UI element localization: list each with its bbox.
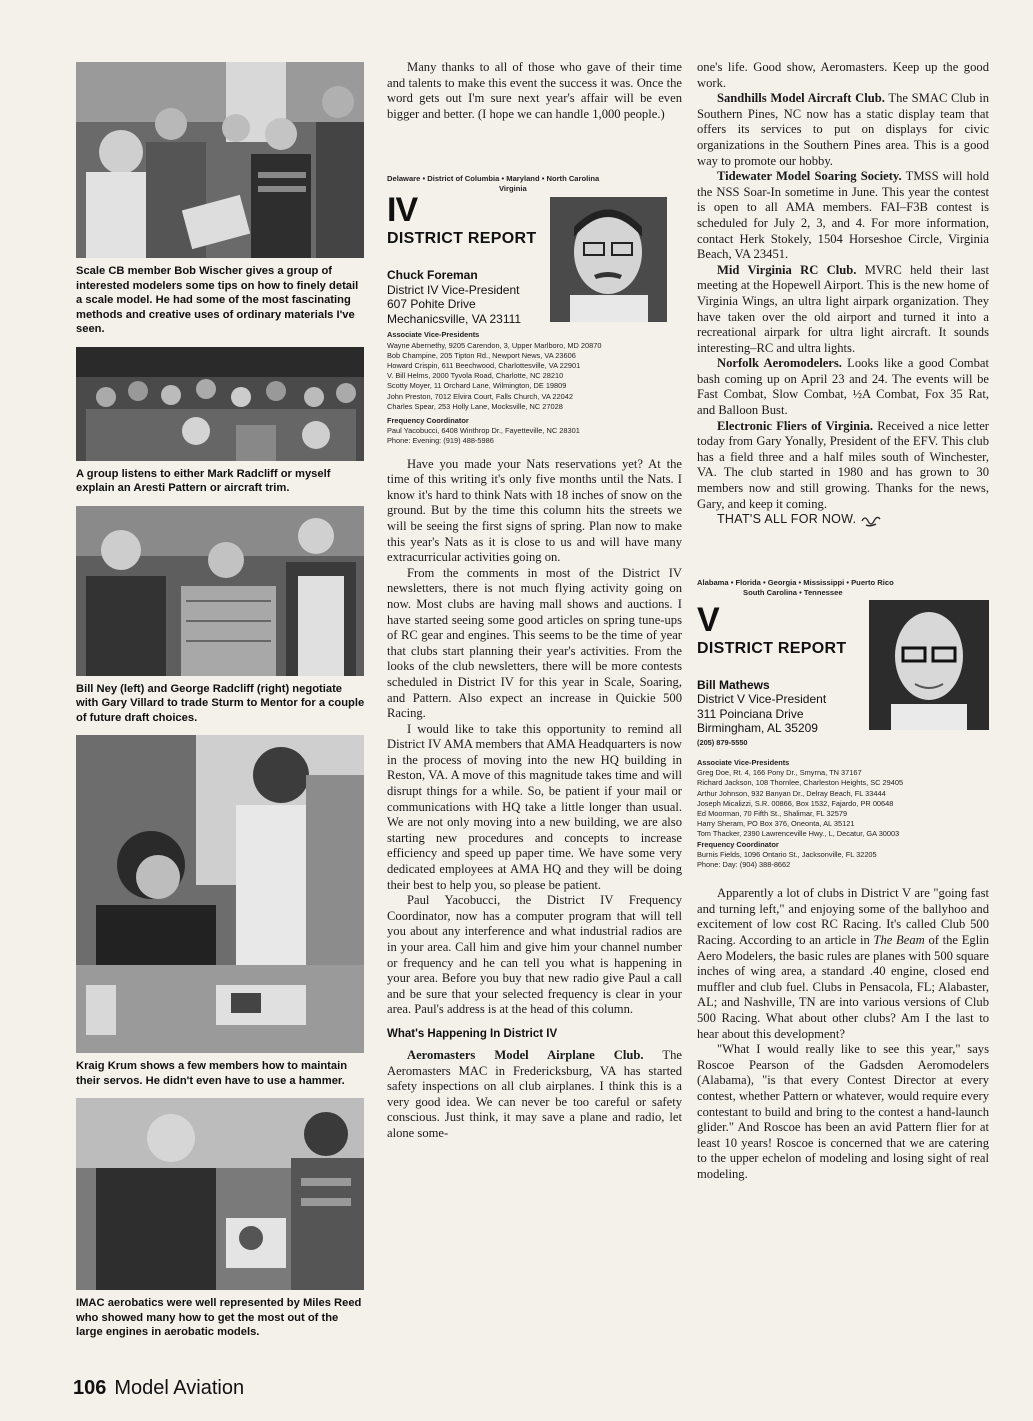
thats-all: THAT'S ALL FOR NOW. (697, 512, 989, 528)
district-v-column (697, 60, 989, 1183)
photo-column (76, 62, 366, 1350)
intro-paragraph: Many thanks to all of those who gave of their time and talents to make this event the success it was. Once the word gets out I'm sure next year's affair will be even bigger and better. (I hope we can handle 1,000 people.) (387, 60, 682, 121)
vp-name: Chuck Foreman (387, 268, 478, 283)
photo-caption: A group listens to either Mark Radcliff or myself explain an Aresti Pattern or aircraft trim. (76, 467, 331, 494)
vp-street: 311 Poinciana Drive (697, 706, 804, 721)
district-iv-body (387, 457, 682, 1018)
photo-group-listens (76, 347, 364, 461)
photo-caption: Kraig Krum shows a few members how to maintain their servos. He didn't even have to use a hammer. (76, 1060, 348, 1087)
district-label: DISTRICT REPORT (697, 639, 847, 657)
associate-entry: Bob Champine, 205 Tipton Rd., Newport News, VA 23606 (387, 350, 576, 360)
paragraph: From the comments in most of the District IV newsletters, there is not much flying activity going on now. Most clubs are having mall shows and auctions. I have started seeing some good articles on spring tune-ups of RC gear and engines. This seems to be the time of year that clubs start planning their year's activities. From the looks of the club newsletters, there will be more contests scheduled in District IV for this year in Scale, Soaring, and Pattern. Also expect an increase in Quickie 500 Racing. (387, 565, 682, 721)
associate-entry: Tom Thacker, 2390 Lawrenceville Hwy., L, Decatur, GA 30003 (697, 829, 900, 839)
vp-city: Mechanicsville, VA 23111 (387, 311, 522, 326)
associate-entry: Arthur Johnson, 932 Banyan Dr., Delray Beach, FL 33444 (697, 788, 886, 798)
section-subhead: What's Happening In District IV (387, 1027, 558, 1040)
photo-image (76, 62, 364, 258)
associate-entry: Scotty Moyer, 11 Orchard Lane, Wilmington, DE 19809 (387, 381, 567, 391)
club-item: Mid Virginia RC Club. MVRC held their last meeting at the Hopewell Airport. This is the new home of Virginia Wings, an ultra light airpark organization. They have taken over the old airport and turned it into a recreational airpark for ultra light aircraft. It sounds interesting–RC and ultra lights. (697, 262, 989, 355)
club-item: Electronic Fliers of Virginia. Received a nice letter today from Gary Yonally, President of the EFV. This club has a field three and a half miles south of Winchester, VA. The club started in 1980 and has grown to 30 members now and still growing. Thanks for the news, Gary, and keep it coming. (697, 418, 989, 511)
district-iv-associates: Associate Vice-Presidents Wayne Abernethy, 9205 Carendon, 3, Upper Marlboro, MD 20870 Bob Champine, 205 Tipton Rd., Newport News, VA 23606 Howard Crispin, 611 Beechwood, Charlottesville, VA 22901 V. Bill Helms, 2000 Tyvola Road, Charlotte, NC 28210 Scotty Moyer, 11 Orchard Lane, Wilmington, DE 19809 John Preston, 7012 Elvira Court, Falls Church, VA 22042 Charles Spear, 253 Holly Lane, Mocksville, NC 27028 Frequency Coordinator Paul Yacobucci, 6408 Winthrop Dr., Fayetteville, NC 28301 Phone: Evening: (919) 488-5986 (387, 330, 682, 446)
page-number: 106 (73, 1377, 107, 1399)
associate-entry: Greg Doe, Rt. 4, 166 Pony Dr., Smyrna, TN 37167 (697, 768, 862, 778)
club-item: Tidewater Model Soaring Society. TMSS will hold the NSS Soar-In sometime in June. This year the contest is open to all AMA members. FAI–F3B contest is scheduled for July 2, 3, and 4. For more information, contact Herk Stokely, 1504 Horseshoe Circle, Virginia Beach, VA 23451. (697, 169, 989, 262)
associate-entry: Richard Jackson, 108 Thornlee, Charleston Heights, SC 29405 (697, 778, 904, 788)
district-number: IV (387, 191, 418, 230)
photo-caption: IMAC aerobatics were well represented by Miles Reed who showed many how to get the most out of the large engines in aerobatic models. (76, 1297, 362, 1338)
vp-phone: (205) 879-5550 (697, 737, 748, 747)
district-label: DISTRICT REPORT (387, 230, 537, 248)
paragraph: "What I would really like to see this year," says Roscoe Pearson of the Gadsden Aeromodelers (Alabama), "is that every Contest Director at every contest, whether Pattern or whatever, would require every contestant to build and bring to the contest a hand-launch glider." And Roscoe has been an avid Pattern flier for at least 10 years! Roscoe is concerned that we are catering to the upper echelon of modeling and losing sight of real modeling. (697, 1042, 989, 1181)
paragraph: Apparently a lot of clubs in District V are "going fast and turning left," and enjoying some of the ballyhoo and excitement of low cost RC Racing. It's called Club 500 Racing. According to an article in The Beam of the Eglin Aero Modelers, the basic rules are planes with 500 square inches of wing area, a standard .40 engine, closed end muffler and club fuel. Clubs in Pensacola, FL; Alabaster, AL; and Nashville, TN are into various versions of Club 500 Racing. What about other clubs? Am I the last to hear about this development? (697, 886, 990, 1041)
aeromasters-paragraph: Aeromasters Model Airplane Club. The Aeromasters MAC in Fredericksburg, VA has started safety inspections on all club airplanes. I think this is a very good idea. We can never be too careful or safety conscious. Just think, it may save a plane and radio, let alone some- (387, 1047, 682, 1140)
paragraph: I would like to take this opportunity to remind all District IV AMA members that AMA Headquarters is now in the process of moving into the new HQ building in Reston, VA. A move of this magnitude takes time and will disrupt things for a while. So, be patient if your mail or communications with HQ take a little longer than usual. We are not only moving into a new building, we are also starting new procedures and concepts to increase efficiency and speed up paper time. We have some very dedicated employees at AMA HQ and they will be doing their best to help you, so please be patient. (387, 721, 682, 892)
district-iv-header (387, 174, 682, 326)
photo-image (76, 735, 364, 1053)
district-v-header (697, 577, 989, 736)
portrait-image (550, 197, 667, 322)
vp-name: Bill Mathews (697, 677, 770, 692)
vp-title: District V Vice-President (697, 692, 827, 707)
photo-image (76, 506, 364, 676)
associate-entry: Joseph Micalizzi, S.R. 00866, Box 1532, Fajardo, PR 00648 (697, 798, 894, 808)
frequency-phone: Phone: Evening: (919) 488-5986 (387, 436, 494, 446)
magazine-title: Model Aviation (114, 1377, 245, 1399)
frequency-phone: Phone: Day: (904) 388-8662 (697, 860, 791, 870)
vp-city: Birmingham, AL 35209 (697, 721, 818, 736)
photo-image (76, 347, 364, 461)
district-v-contacts: (205) 879-5550 Associate Vice-Presidents Greg Doe, Rt. 4, 166 Pony Dr., Smyrna, TN 37167 Richard Jackson, 108 Thornlee, Charleston Heights, SC 29405 Arthur Johnson, 932 Banyan Dr., Delray Beach, FL 33444 Joseph Micalizzi, S.R. 00866, Box 1532, Fajardo, PR 00648 Ed Moorman, 70 Fifth St., Shalimar, FL 32579 Harry Sheram, PO Box 376, Oneonta, AL 35121 Tom Thacker, 2390 Lawrenceville Hwy., L, Decatur, GA 30003 Frequency Coordinator Burnis Fields, 1096 Ontario St., Jacksonville, FL 32205 Phone: Day: (904) 388-8662 (697, 738, 989, 870)
vp-street: 607 Pohite Drive (387, 297, 476, 312)
portrait-image (869, 600, 989, 730)
associate-entry: Wayne Abernethy, 9205 Carendon, 3, Upper Marlboro, MD 20870 (387, 340, 602, 350)
district-iv-states: Delaware • District of Columbia • Maryland • North Carolina Virginia (387, 174, 600, 194)
photo-caption: Bill Ney (left) and George Radcliff (right) negotiate with Gary Villard to trade Sturm to Mentor for a couple of future draft choices. (76, 682, 365, 724)
signature-squiggle-icon (860, 513, 882, 527)
paragraph: Have you made your Nats reservations yet? At the time of this writing it's only five months until the Nats. I know it's hard to think Nats with 18 inches of snow on the ground. But by the time this column hits the streets we will be seeing the first signs of spring. Plan now to make this year's Nats as it is close to us and will have many extracurricular activities going on. (387, 456, 682, 565)
vp-portrait (869, 600, 989, 730)
frequency-coordinator: Paul Yacobucci, 6408 Winthrop Dr., Fayetteville, NC 28301 (387, 426, 580, 436)
district-iv-column (387, 60, 682, 1142)
associate-entry: V. Bill Helms, 2000 Tyvola Road, Charlotte, NC 28210 (387, 371, 564, 381)
associate-entry: Harry Sheram, PO Box 376, Oneonta, AL 35121 (697, 819, 855, 829)
photo-imac-aerobatics (76, 1098, 364, 1290)
club-item: Norfolk Aeromodelers. Looks like a good Combat bash coming up on April 23 and 24. The events will be Fast Combat, Slow Combat, ½A Combat, Fox 35 Rat, and Balloon Bust. (697, 356, 989, 418)
photo-servo-maintenance (76, 735, 364, 1053)
district-v-body (697, 886, 989, 1182)
frequency-coordinator: Burnis Fields, 1096 Ontario St., Jacksonville, FL 32205 (697, 849, 877, 859)
photo-caption: Scale CB member Bob Wischer gives a group of interested modelers some tips on how to finely detail a scale model. He had some of the most fascinating methods and creative uses of ordinary materials I've seen. (76, 265, 359, 335)
associate-entry: Charles Spear, 253 Holly Lane, Mocksville, NC 27028 (387, 401, 563, 411)
district-number: V (697, 600, 719, 639)
associate-entry: Ed Moorman, 70 Fifth St., Shalimar, FL 32579 (697, 809, 848, 819)
photo-scale-cb-group (76, 62, 364, 258)
club-news: one's life. Good show, Aeromasters. Keep up the good work. Sandhills Model Aircraft Club. The SMAC Club in Southern Pines, NC now has a static display team that offers its services to put on displays for civic organizations in the Southern Pines area. This is a good way to promote our hobby. Tidewater Model Soaring Society. TMSS will hold the NSS Soar-In sometime in June. This year the contest is open to all AMA members. FAI–F3B contest is scheduled for July 2, 3, and 4. For more information, contact Herk Stokely, 1504 Horseshoe Circle, Virginia Beach, VA 23451. Mid Virginia RC Club. MVRC held their last meeting at the Hopewell Airport. This is the new home of Virginia Wings, an ultra light airpark organization. They have taken over the old airport and turned it into a recreational airpark for ultra light aircraft. It sounds interesting–RC and ultra lights. Norfolk Aeromodelers. Looks like a good Combat bash coming up on April 23 and 24. The events will be Fast Combat, Slow Combat, ½A Combat, Fox 35 Rat, and Balloon Bust. Electronic Fliers of Virginia. Received a nice letter today from Gary Yonally, President of the EFV. This club has a field three and a half miles south of Winchester, VA. The club started in 1980 and has grown to 30 members now and still growing. Thanks for the news, Gary, and keep it coming. THAT'S ALL FOR NOW. (697, 60, 989, 527)
photo-image (76, 1098, 364, 1290)
club-item: Sandhills Model Aircraft Club. The SMAC Club in Southern Pines, NC now has a static display team that offers its services to put on displays for civic organizations in the Southern Pines area. This is a good way to promote our hobby. (697, 91, 989, 168)
paragraph: Paul Yacobucci, the District IV Frequency Coordinator, now has a computer program that will tell you about any interference and what industrial radios are in your area. Call him and give him your channel number or frequency and he can tell you what is happening in your area. Before you buy that new radio give Paul a call and be sure that your selected frequency is clear in your area. Paul's address is at the head of this column. (387, 893, 682, 1017)
vp-title: District IV Vice-President (387, 282, 520, 297)
associate-entry: Howard Crispin, 611 Beechwood, Charlottesville, VA 22901 (387, 360, 581, 370)
district-v-states: Alabama • Florida • Georgia • Mississippi • Puerto Rico South Carolina • Tennessee (697, 577, 894, 597)
associate-entry: John Preston, 7012 Elvira Court, Falls Church, VA 22042 (387, 391, 573, 401)
vp-portrait (550, 197, 667, 322)
page-footer (73, 1377, 244, 1400)
photo-draft-negotiation (76, 506, 364, 676)
